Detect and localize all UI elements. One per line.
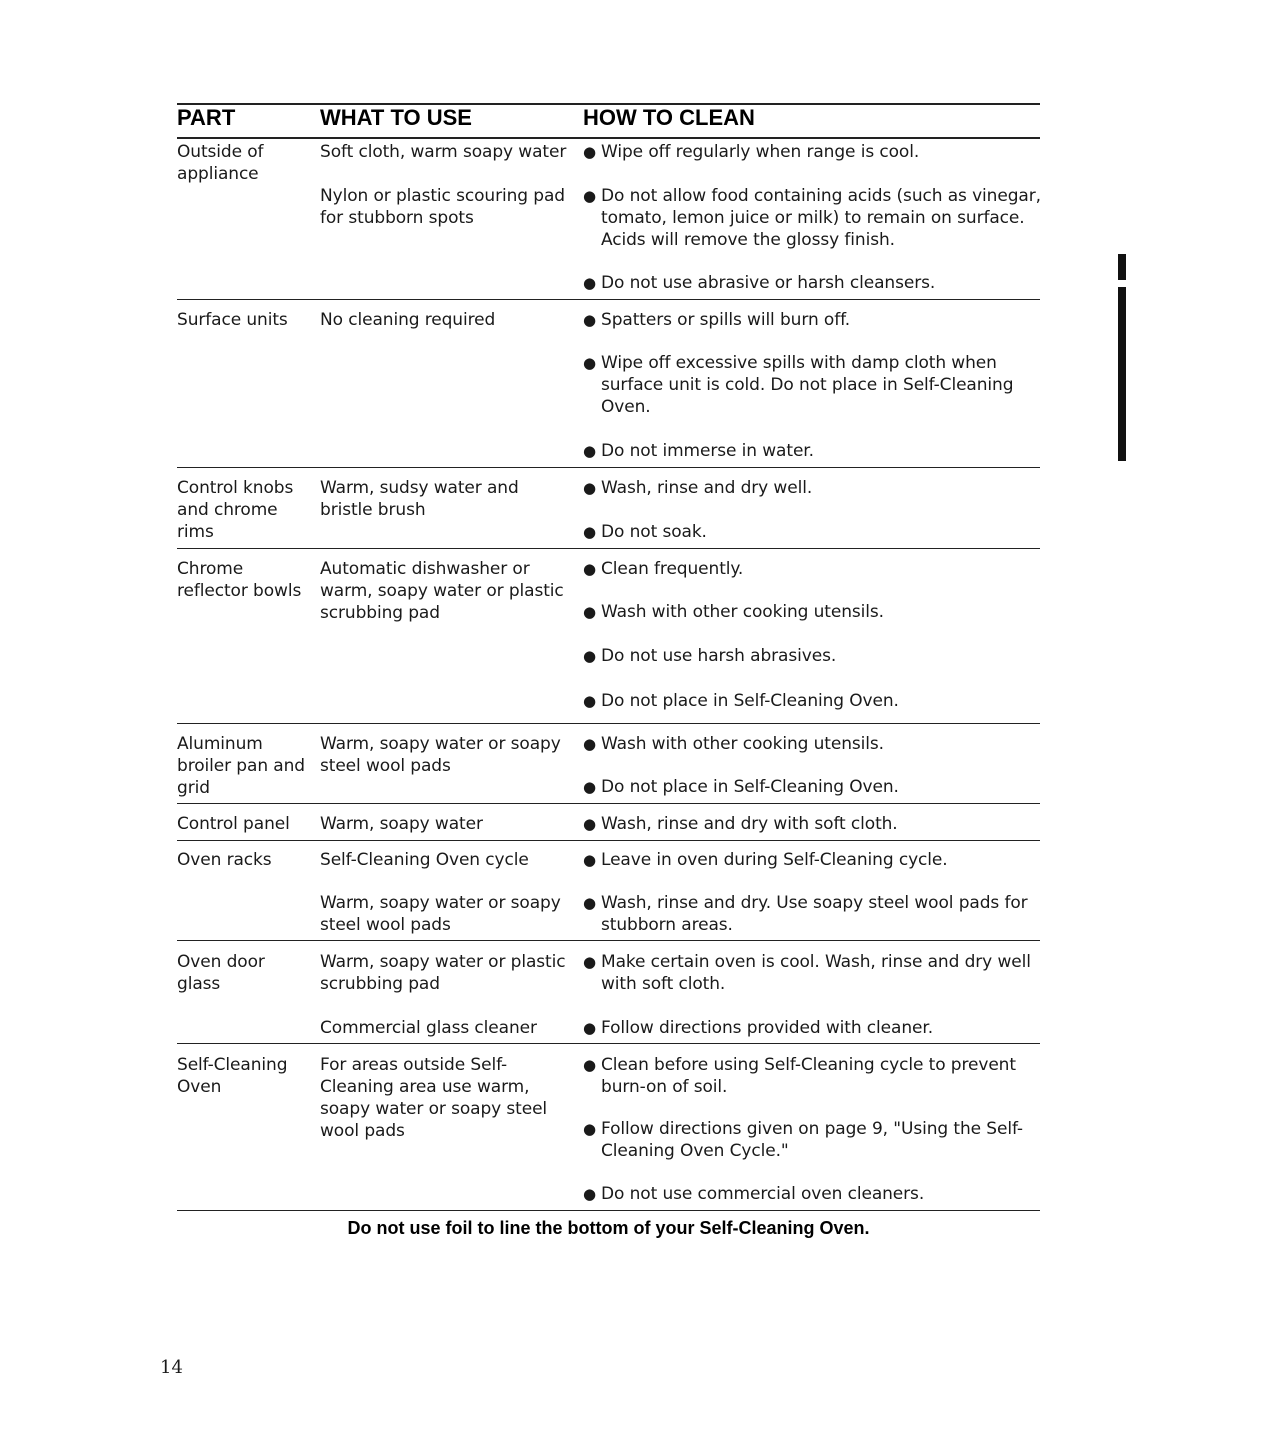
instruction-item: ● Do not place in Self-Cleaning Oven.: [583, 777, 899, 797]
row-divider: [177, 548, 1040, 549]
use-item: Warm, sudsy water and bristle brush: [320, 478, 519, 520]
margin-bar: [1118, 287, 1126, 461]
use-item: Warm, soapy water or soapy steel wool pads: [320, 893, 561, 935]
use-item: Warm, soapy water or soapy steel wool pads: [320, 734, 561, 776]
bullet-icon: ●: [583, 143, 596, 161]
use-item: Self-Cleaning Oven cycle: [320, 850, 529, 870]
instruction-item: ● Do not soak.: [583, 522, 707, 542]
instruction-item: ● Clean frequently.: [583, 559, 744, 579]
bullet-icon: ●: [583, 815, 596, 833]
bullet-icon: ●: [583, 603, 596, 621]
bullet-icon: ●: [583, 311, 596, 329]
bullet-icon: ●: [583, 894, 596, 912]
use-item: Soft cloth, warm soapy water: [320, 142, 567, 162]
header-bottom-rule: [177, 137, 1040, 139]
bullet-icon: ●: [583, 692, 596, 710]
header-what-to-use: WHAT TO USE: [320, 105, 472, 130]
bullet-icon: ●: [583, 187, 596, 205]
use-item: No cleaning required: [320, 310, 496, 330]
bullet-icon: ●: [583, 953, 596, 971]
bullet-icon: ●: [583, 274, 596, 292]
part-control-panel: Control panel: [177, 814, 290, 834]
bullet-icon: ●: [583, 479, 596, 497]
instruction-item: ● Do not use harsh abrasives.: [583, 646, 837, 666]
bullet-icon: ●: [583, 851, 596, 869]
row-divider: [177, 299, 1040, 300]
row-divider: [177, 1043, 1040, 1044]
part-self-cleaning-oven: Self-Cleaning Oven: [177, 1055, 288, 1097]
instruction-item: ● Do not immerse in water.: [583, 441, 814, 461]
instruction-item: ● Wash, rinse and dry. Use soapy steel wool pads for stubborn areas.: [583, 893, 1028, 935]
instruction-item: ● Do not place in Self-Cleaning Oven.: [583, 691, 899, 711]
table-bottom-rule: [177, 1210, 1040, 1211]
page-number: 14: [160, 1357, 183, 1378]
bullet-icon: ●: [583, 560, 596, 578]
part-control-knobs: Control knobs and chrome rims: [177, 478, 294, 542]
part-surface-units: Surface units: [177, 310, 288, 330]
instruction-item: ● Do not use abrasive or harsh cleansers.: [583, 273, 936, 293]
instruction-item: ● Wash, rinse and dry with soft cloth.: [583, 814, 898, 834]
part-chrome-reflector-bowls: Chrome reflector bowls: [177, 559, 302, 601]
instruction-item: ● Clean before using Self-Cleaning cycle to prevent burn-on of soil.: [583, 1055, 1016, 1097]
foil-warning: Do not use foil to line the bottom of your Self-Cleaning Oven.: [347, 1218, 870, 1238]
instruction-item: ● Do not allow food containing acids (such as vinegar, tomato, lemon juice or milk) to remain on surface. Acids will remove the glossy finish.: [583, 186, 1041, 250]
bullet-icon: ●: [583, 647, 596, 665]
part-outside-of-appliance: Outside of appliance: [177, 142, 264, 184]
header-part: PART: [177, 105, 236, 130]
use-item: Warm, soapy water or plastic scrubbing pad: [320, 952, 566, 994]
instruction-item: ● Make certain oven is cool. Wash, rinse and dry well with soft cloth.: [583, 952, 1031, 994]
bullet-icon: ●: [583, 735, 596, 753]
use-item: Automatic dishwasher or warm, soapy water or plastic scrubbing pad: [320, 559, 564, 623]
bullet-icon: ●: [583, 1120, 596, 1138]
row-divider: [177, 467, 1040, 468]
instruction-item: ● Wipe off excessive spills with damp cloth when surface unit is cold. Do not place in Self-Cleaning Oven.: [583, 353, 1014, 417]
instruction-item: ● Follow directions provided with cleaner.: [583, 1018, 934, 1038]
instruction-item: ● Do not use commercial oven cleaners.: [583, 1184, 925, 1204]
row-divider: [177, 803, 1040, 804]
bullet-icon: ●: [583, 523, 596, 541]
instruction-item: ● Wash with other cooking utensils.: [583, 602, 884, 622]
row-divider: [177, 723, 1040, 724]
bullet-icon: ●: [583, 1019, 596, 1037]
use-item: Commercial glass cleaner: [320, 1018, 537, 1038]
part-aluminum-broiler-pan: Aluminum broiler pan and grid: [177, 734, 305, 798]
bullet-icon: ●: [583, 442, 596, 460]
part-oven-racks: Oven racks: [177, 850, 272, 870]
instruction-item: ● Wash, rinse and dry well.: [583, 478, 813, 498]
margin-bar: [1118, 254, 1126, 280]
instruction-item: ● Leave in oven during Self-Cleaning cycle.: [583, 850, 948, 870]
bullet-icon: ●: [583, 354, 596, 372]
bullet-icon: ●: [583, 1056, 596, 1074]
row-divider: [177, 840, 1040, 841]
instruction-item: ● Wipe off regularly when range is cool.: [583, 142, 920, 162]
instruction-item: ● Wash with other cooking utensils.: [583, 734, 884, 754]
use-item: Nylon or plastic scouring pad for stubborn spots: [320, 186, 565, 228]
bullet-icon: ●: [583, 778, 596, 796]
part-oven-door-glass: Oven door glass: [177, 952, 265, 994]
instruction-item: ● Follow directions given on page 9, "Using the Self-Cleaning Oven Cycle.": [583, 1119, 1023, 1161]
use-item: Warm, soapy water: [320, 814, 483, 834]
bullet-icon: ●: [583, 1185, 596, 1203]
row-divider: [177, 940, 1040, 941]
use-item: For areas outside Self-Cleaning area use warm, soapy water or soapy steel wool pads: [320, 1055, 548, 1141]
header-how-to-clean: HOW TO CLEAN: [583, 105, 755, 130]
instruction-item: ● Spatters or spills will burn off.: [583, 310, 851, 330]
